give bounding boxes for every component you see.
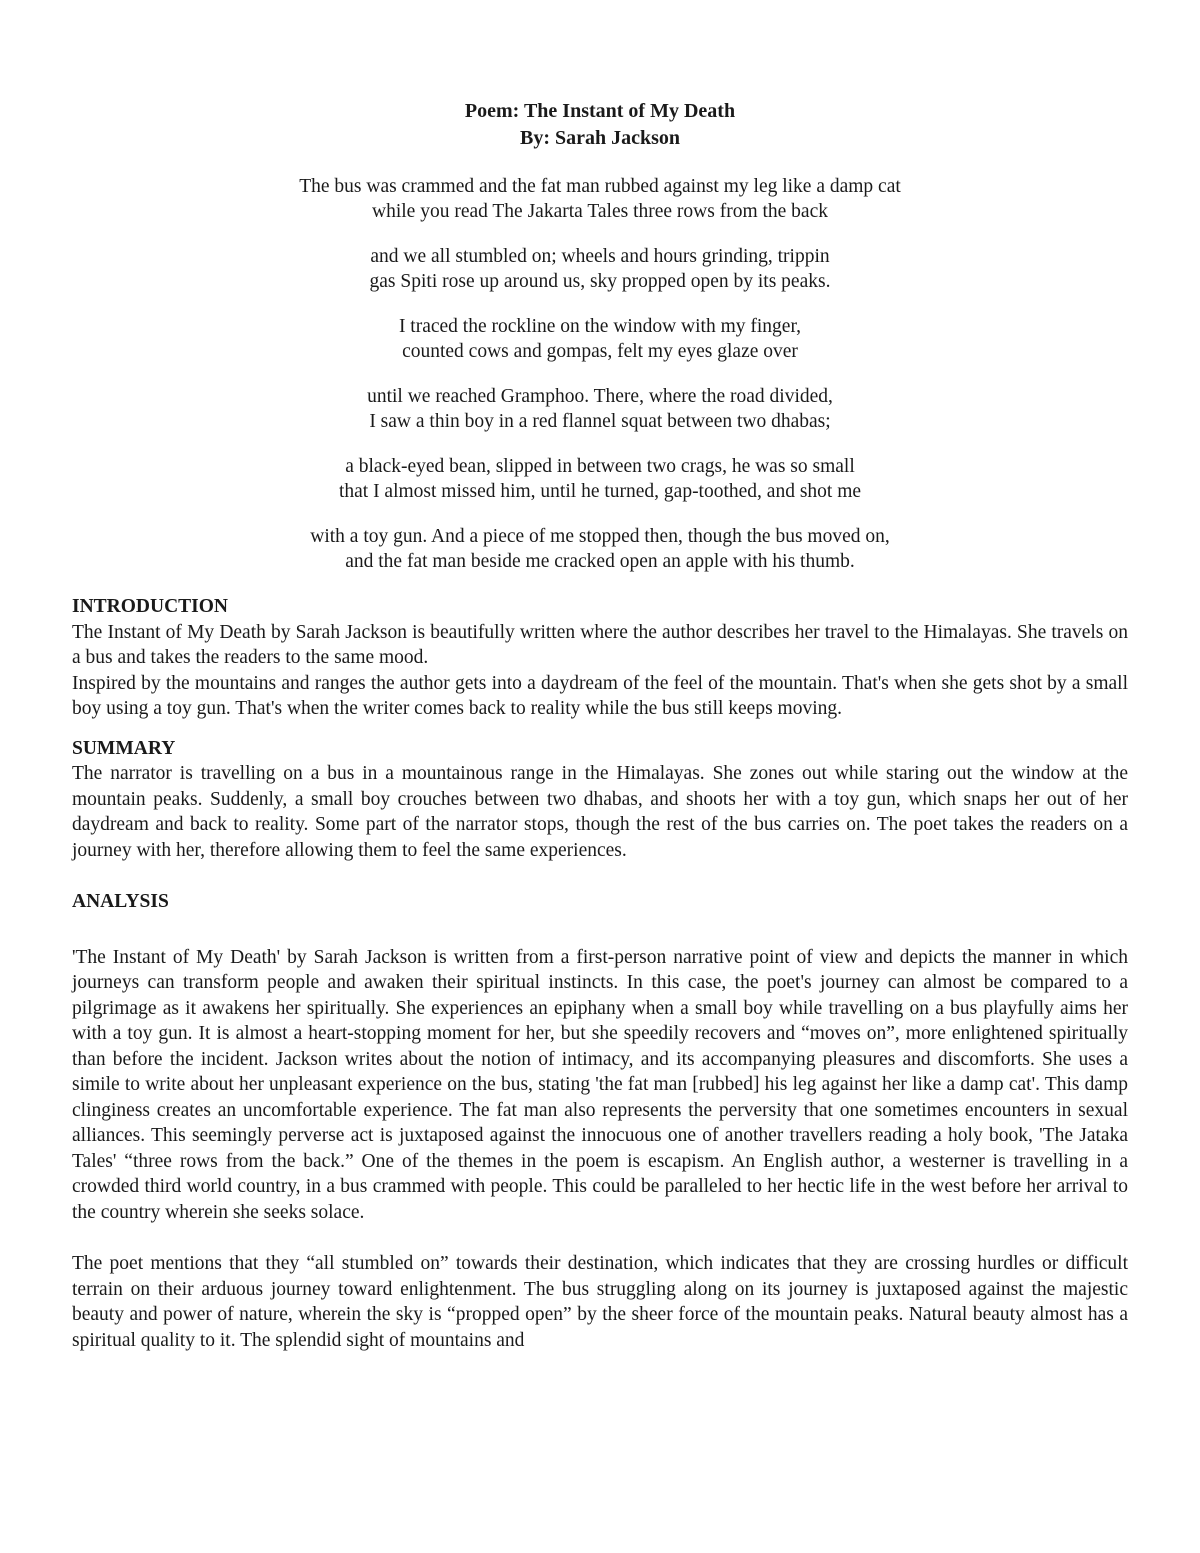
introduction-section (72, 594, 1128, 722)
poem-title: Poem: The Instant of My Death (464, 100, 736, 122)
poem-line: while you read The Jakarta Tales three rows from the back (372, 201, 828, 222)
stanza (72, 384, 1128, 434)
introduction-heading: INTRODUCTION (72, 596, 229, 617)
analysis-heading: ANALYSIS (72, 891, 169, 912)
poem-line: The bus was crammed and the fat man rubbed against my leg like a damp cat (299, 176, 901, 197)
poem-line: counted cows and gompas, felt my eyes glaze over (402, 341, 798, 362)
title-block (72, 98, 1128, 152)
summary-section (72, 736, 1128, 864)
poem-line: a black-eyed bean, slipped in between two crags, he was so small (345, 456, 855, 477)
analysis-paragraph: The poet mentions that they “all stumbled on” towards their destination, which indicates that they are crossing hurdles or difficult terrain on their arduous journey toward enlightenment. The bus struggling along on its journey is juxtaposed against the majestic beauty and power of nature, wherein the sky is “propped open” by the sheer force of the mountain peaks. Natural beauty almost has a spiritual quality to it. The splendid sight of mountains and (72, 1253, 1128, 1351)
stanza (72, 174, 1128, 224)
analysis-paragraph: 'The Instant of My Death' by Sarah Jackson is written from a first-person narrative point of view and depicts the manner in which journeys can transform people and awaken their spiritual instincts. In this case, the poet's journey can almost be compared to a pilgrimage as it awakens her spiritually. She experiences an epiphany when a small boy while travelling on a bus playfully aims her with a toy gun. It is almost a heart-stopping moment for her, but she speedily recovers and “moves on”, more enlightened spiritually than before the incident. Jackson writes about the notion of intimacy, and its accompanying pleasures and discomforts. She uses a simile to write about her unpleasant experience on the bus, stating 'the fat man [rubbed] his leg against her like a damp cat'. This damp clinginess creates an uncomfortable experience. The fat man also represents the perversity that one sometimes encounters in sexual alliances. This seemingly perverse act is juxtaposed against the innocuous one of another travellers reading a holy book, 'The Jataka Tales' “three rows from the back.” One of the themes in the poem is escapism. An English author, a westerner is travelling in a crowded third world country, in a bus crammed with people. This could be paralleled to her hectic life in the west before her arrival to the country wherein she seeks solace. (72, 946, 1128, 1223)
poem-line: with a toy gun. And a piece of me stopped then, though the bus moved on, (310, 526, 890, 547)
summary-heading: SUMMARY (72, 737, 176, 759)
summary-paragraph: The narrator is travelling on a bus in a mountainous range in the Himalayas. She zones out while staring out the window at the mountain peaks. Suddenly, a small boy crouches between two dhabas, and shoots her with a toy gun, which snaps her out of her daydream and back to reality. Some part of the narrator stops, though the rest of the bus carries on. The poet takes the readers on a journey with her, therefore allowing them to feel the same experiences. (72, 763, 1128, 861)
introduction-paragraph: Inspired by the mountains and ranges the author gets into a daydream of the feel of the mountain. That's when she gets shot by a small boy using a toy gun. That's when the writer comes back to reality while the bus still keeps moving. (72, 672, 1128, 719)
analysis-section (72, 889, 1128, 1353)
stanza (72, 454, 1128, 504)
stanza (72, 524, 1128, 574)
introduction-paragraph: The Instant of My Death by Sarah Jackson is beautifully written where the author describes her travel to the Himalayas. She travels on a bus and takes the readers to the same mood. (72, 621, 1128, 668)
poem-author: By: Sarah Jackson (519, 127, 681, 149)
stanza (72, 244, 1128, 294)
poem-line: I traced the rockline on the window with my finger, (398, 316, 802, 337)
poem-line: and we all stumbled on; wheels and hours grinding, trippin (370, 246, 830, 267)
poem-line: until we reached Gramphoo. There, where the road divided, (367, 386, 833, 407)
poem-line: that I almost missed him, until he turned, gap-toothed, and shot me (338, 481, 862, 502)
poem-line: gas Spiti rose up around us, sky propped open by its peaks. (369, 271, 831, 292)
poem-line: and the fat man beside me cracked open an apple with his thumb. (345, 551, 855, 572)
poem-line: I saw a thin boy in a red flannel squat between two dhabas; (369, 411, 831, 432)
poem-text (72, 174, 1128, 574)
stanza (72, 314, 1128, 364)
